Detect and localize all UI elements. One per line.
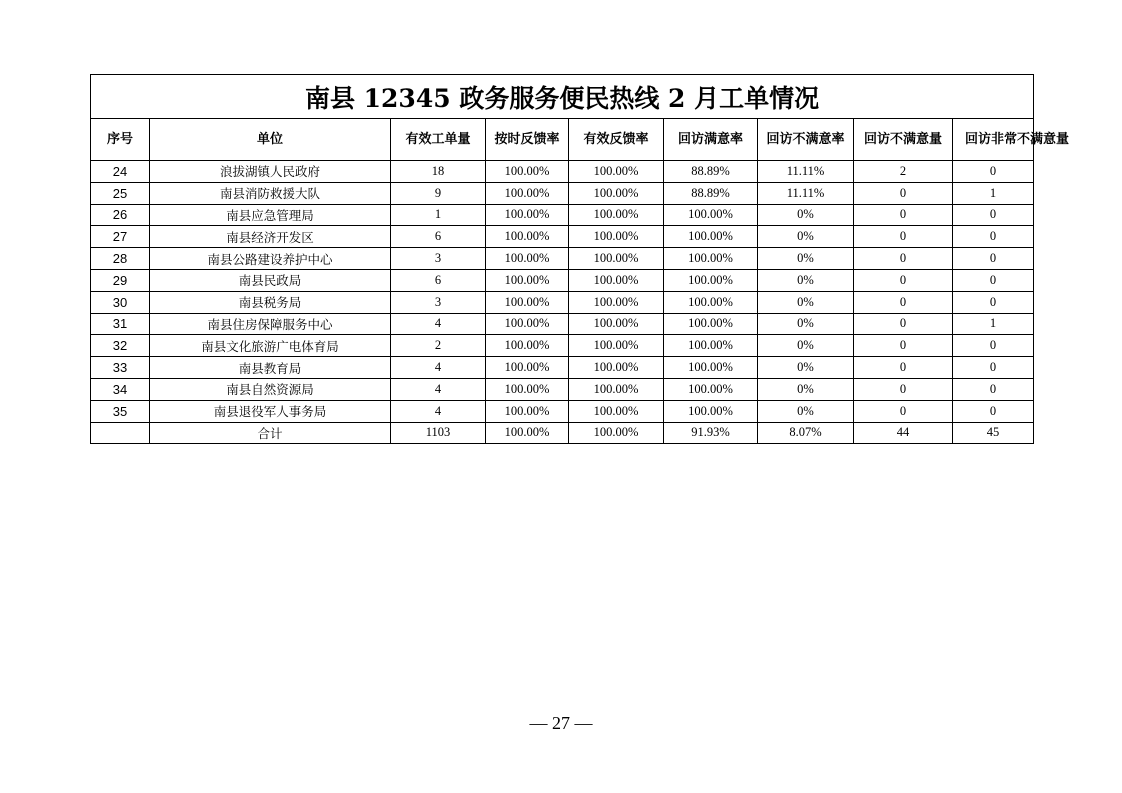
cell-index: 25 bbox=[91, 182, 150, 204]
cell-dissatisfaction-rate: 0% bbox=[758, 357, 854, 379]
cell-dissatisfied-count: 0 bbox=[854, 357, 953, 379]
cell-valid-orders: 4 bbox=[391, 400, 486, 422]
header-valid-feedback-rate: 有效反馈率 bbox=[569, 119, 664, 161]
cell-dissatisfied-count: 0 bbox=[854, 335, 953, 357]
cell-very-dissatisfied-count: 1 bbox=[953, 313, 1034, 335]
cell-very-dissatisfied-count: 0 bbox=[953, 357, 1034, 379]
cell-dissatisfaction-rate: 11.11% bbox=[758, 161, 854, 183]
header-satisfaction-rate: 回访满意率 bbox=[664, 119, 758, 161]
cell-satisfaction-rate: 88.89% bbox=[664, 161, 758, 183]
cell-very-dissatisfied-count: 45 bbox=[953, 422, 1034, 444]
cell-satisfaction-rate: 88.89% bbox=[664, 182, 758, 204]
cell-valid-orders: 1103 bbox=[391, 422, 486, 444]
total-row bbox=[91, 422, 1034, 444]
page-number: — 27 — bbox=[529, 713, 593, 733]
cell-dissatisfaction-rate: 0% bbox=[758, 313, 854, 335]
cell-very-dissatisfied-count: 0 bbox=[953, 400, 1034, 422]
cell-dissatisfaction-rate: 0% bbox=[758, 291, 854, 313]
cell-dissatisfied-count: 0 bbox=[854, 248, 953, 270]
cell-valid-feedback-rate: 100.00% bbox=[569, 422, 664, 444]
cell-satisfaction-rate: 100.00% bbox=[664, 226, 758, 248]
cell-valid-orders: 6 bbox=[391, 269, 486, 291]
cell-valid-feedback-rate: 100.00% bbox=[569, 248, 664, 270]
cell-dissatisfaction-rate: 0% bbox=[758, 248, 854, 270]
cell-index: 32 bbox=[91, 335, 150, 357]
cell-dissatisfied-count: 44 bbox=[854, 422, 953, 444]
cell-ontime-rate: 100.00% bbox=[486, 291, 569, 313]
cell-very-dissatisfied-count: 0 bbox=[953, 335, 1034, 357]
cell-very-dissatisfied-count: 0 bbox=[953, 226, 1034, 248]
cell-very-dissatisfied-count: 0 bbox=[953, 269, 1034, 291]
cell-index: 24 bbox=[91, 161, 150, 183]
table-row bbox=[91, 291, 1034, 313]
cell-satisfaction-rate: 100.00% bbox=[664, 378, 758, 400]
table-row bbox=[91, 400, 1034, 422]
cell-valid-orders: 18 bbox=[391, 161, 486, 183]
cell-index: 27 bbox=[91, 226, 150, 248]
cell-unit: 南县公路建设养护中心 bbox=[150, 248, 391, 270]
cell-satisfaction-rate: 100.00% bbox=[664, 335, 758, 357]
cell-unit: 南县税务局 bbox=[150, 291, 391, 313]
cell-dissatisfied-count: 0 bbox=[854, 313, 953, 335]
table-row bbox=[91, 269, 1034, 291]
table-row bbox=[91, 357, 1034, 379]
table-row bbox=[91, 161, 1034, 183]
cell-valid-orders: 3 bbox=[391, 248, 486, 270]
work-order-table bbox=[90, 74, 1070, 444]
cell-valid-orders: 4 bbox=[391, 378, 486, 400]
table-header-row bbox=[91, 119, 1034, 161]
cell-unit: 南县退役军人事务局 bbox=[150, 400, 391, 422]
cell-dissatisfied-count: 0 bbox=[854, 378, 953, 400]
cell-dissatisfaction-rate: 0% bbox=[758, 335, 854, 357]
cell-unit: 南县教育局 bbox=[150, 357, 391, 379]
cell-ontime-rate: 100.00% bbox=[486, 248, 569, 270]
cell-dissatisfied-count: 0 bbox=[854, 182, 953, 204]
cell-very-dissatisfied-count: 0 bbox=[953, 161, 1034, 183]
header-unit: 单位 bbox=[150, 119, 391, 161]
cell-satisfaction-rate: 100.00% bbox=[664, 357, 758, 379]
cell-dissatisfied-count: 0 bbox=[854, 269, 953, 291]
cell-valid-feedback-rate: 100.00% bbox=[569, 291, 664, 313]
cell-ontime-rate: 100.00% bbox=[486, 422, 569, 444]
cell-dissatisfied-count: 0 bbox=[854, 226, 953, 248]
cell-ontime-rate: 100.00% bbox=[486, 357, 569, 379]
header-dissatisfied-count: 回访不满意量 bbox=[854, 119, 953, 161]
header-very-dissatisfied-count: 回访非常不满意量 bbox=[953, 119, 1034, 161]
cell-satisfaction-rate: 100.00% bbox=[664, 204, 758, 226]
cell-valid-orders: 3 bbox=[391, 291, 486, 313]
cell-unit: 南县住房保障服务中心 bbox=[150, 313, 391, 335]
cell-dissatisfied-count: 2 bbox=[854, 161, 953, 183]
cell-very-dissatisfied-count: 1 bbox=[953, 182, 1034, 204]
table-row bbox=[91, 378, 1034, 400]
cell-unit: 南县经济开发区 bbox=[150, 226, 391, 248]
cell-satisfaction-rate: 100.00% bbox=[664, 313, 758, 335]
cell-ontime-rate: 100.00% bbox=[486, 226, 569, 248]
cell-valid-feedback-rate: 100.00% bbox=[569, 378, 664, 400]
cell-dissatisfaction-rate: 0% bbox=[758, 204, 854, 226]
cell-valid-feedback-rate: 100.00% bbox=[569, 357, 664, 379]
header-valid-orders: 有效工单量 bbox=[391, 119, 486, 161]
cell-unit: 南县文化旅游广电体育局 bbox=[150, 335, 391, 357]
cell-valid-orders: 4 bbox=[391, 313, 486, 335]
cell-dissatisfaction-rate: 0% bbox=[758, 269, 854, 291]
cell-dissatisfied-count: 0 bbox=[854, 400, 953, 422]
cell-satisfaction-rate: 91.93% bbox=[664, 422, 758, 444]
cell-dissatisfied-count: 0 bbox=[854, 204, 953, 226]
cell-index: 28 bbox=[91, 248, 150, 270]
cell-index: 34 bbox=[91, 378, 150, 400]
table-body bbox=[91, 161, 1034, 444]
cell-valid-orders: 4 bbox=[391, 357, 486, 379]
cell-valid-orders: 2 bbox=[391, 335, 486, 357]
cell-valid-feedback-rate: 100.00% bbox=[569, 269, 664, 291]
table-title: 南县 12345 政务服务便民热线 2 月工单情况 bbox=[91, 75, 1034, 119]
cell-satisfaction-rate: 100.00% bbox=[664, 400, 758, 422]
cell-index bbox=[91, 422, 150, 444]
cell-very-dissatisfied-count: 0 bbox=[953, 291, 1034, 313]
table-row bbox=[91, 182, 1034, 204]
cell-ontime-rate: 100.00% bbox=[486, 313, 569, 335]
cell-dissatisfaction-rate: 0% bbox=[758, 400, 854, 422]
cell-valid-feedback-rate: 100.00% bbox=[569, 204, 664, 226]
cell-ontime-rate: 100.00% bbox=[486, 161, 569, 183]
cell-valid-feedback-rate: 100.00% bbox=[569, 400, 664, 422]
cell-valid-orders: 1 bbox=[391, 204, 486, 226]
cell-dissatisfied-count: 0 bbox=[854, 291, 953, 313]
cell-satisfaction-rate: 100.00% bbox=[664, 291, 758, 313]
cell-index: 31 bbox=[91, 313, 150, 335]
cell-valid-feedback-rate: 100.00% bbox=[569, 313, 664, 335]
cell-unit: 南县民政局 bbox=[150, 269, 391, 291]
cell-unit: 南县消防救援大队 bbox=[150, 182, 391, 204]
cell-valid-orders: 9 bbox=[391, 182, 486, 204]
cell-index: 26 bbox=[91, 204, 150, 226]
cell-very-dissatisfied-count: 0 bbox=[953, 378, 1034, 400]
header-dissatisfaction-rate: 回访不满意率 bbox=[758, 119, 854, 161]
cell-unit: 合计 bbox=[150, 422, 391, 444]
cell-unit: 南县应急管理局 bbox=[150, 204, 391, 226]
cell-ontime-rate: 100.00% bbox=[486, 335, 569, 357]
cell-very-dissatisfied-count: 0 bbox=[953, 204, 1034, 226]
cell-dissatisfaction-rate: 0% bbox=[758, 226, 854, 248]
cell-index: 30 bbox=[91, 291, 150, 313]
header-ontime-rate: 按时反馈率 bbox=[486, 119, 569, 161]
cell-ontime-rate: 100.00% bbox=[486, 182, 569, 204]
table-row bbox=[91, 248, 1034, 270]
cell-valid-feedback-rate: 100.00% bbox=[569, 335, 664, 357]
cell-very-dissatisfied-count: 0 bbox=[953, 248, 1034, 270]
cell-dissatisfaction-rate: 11.11% bbox=[758, 182, 854, 204]
cell-dissatisfaction-rate: 8.07% bbox=[758, 422, 854, 444]
cell-index: 33 bbox=[91, 357, 150, 379]
cell-valid-feedback-rate: 100.00% bbox=[569, 182, 664, 204]
cell-ontime-rate: 100.00% bbox=[486, 400, 569, 422]
cell-valid-feedback-rate: 100.00% bbox=[569, 161, 664, 183]
cell-index: 35 bbox=[91, 400, 150, 422]
table-row bbox=[91, 313, 1034, 335]
cell-valid-feedback-rate: 100.00% bbox=[569, 226, 664, 248]
cell-ontime-rate: 100.00% bbox=[486, 378, 569, 400]
cell-unit: 南县自然资源局 bbox=[150, 378, 391, 400]
cell-satisfaction-rate: 100.00% bbox=[664, 269, 758, 291]
table-row bbox=[91, 335, 1034, 357]
cell-dissatisfaction-rate: 0% bbox=[758, 378, 854, 400]
cell-index: 29 bbox=[91, 269, 150, 291]
cell-unit: 浪拔湖镇人民政府 bbox=[150, 161, 391, 183]
header-index: 序号 bbox=[91, 119, 150, 161]
cell-ontime-rate: 100.00% bbox=[486, 269, 569, 291]
cell-valid-orders: 6 bbox=[391, 226, 486, 248]
cell-ontime-rate: 100.00% bbox=[486, 204, 569, 226]
cell-satisfaction-rate: 100.00% bbox=[664, 248, 758, 270]
table-row bbox=[91, 204, 1034, 226]
table-row bbox=[91, 226, 1034, 248]
